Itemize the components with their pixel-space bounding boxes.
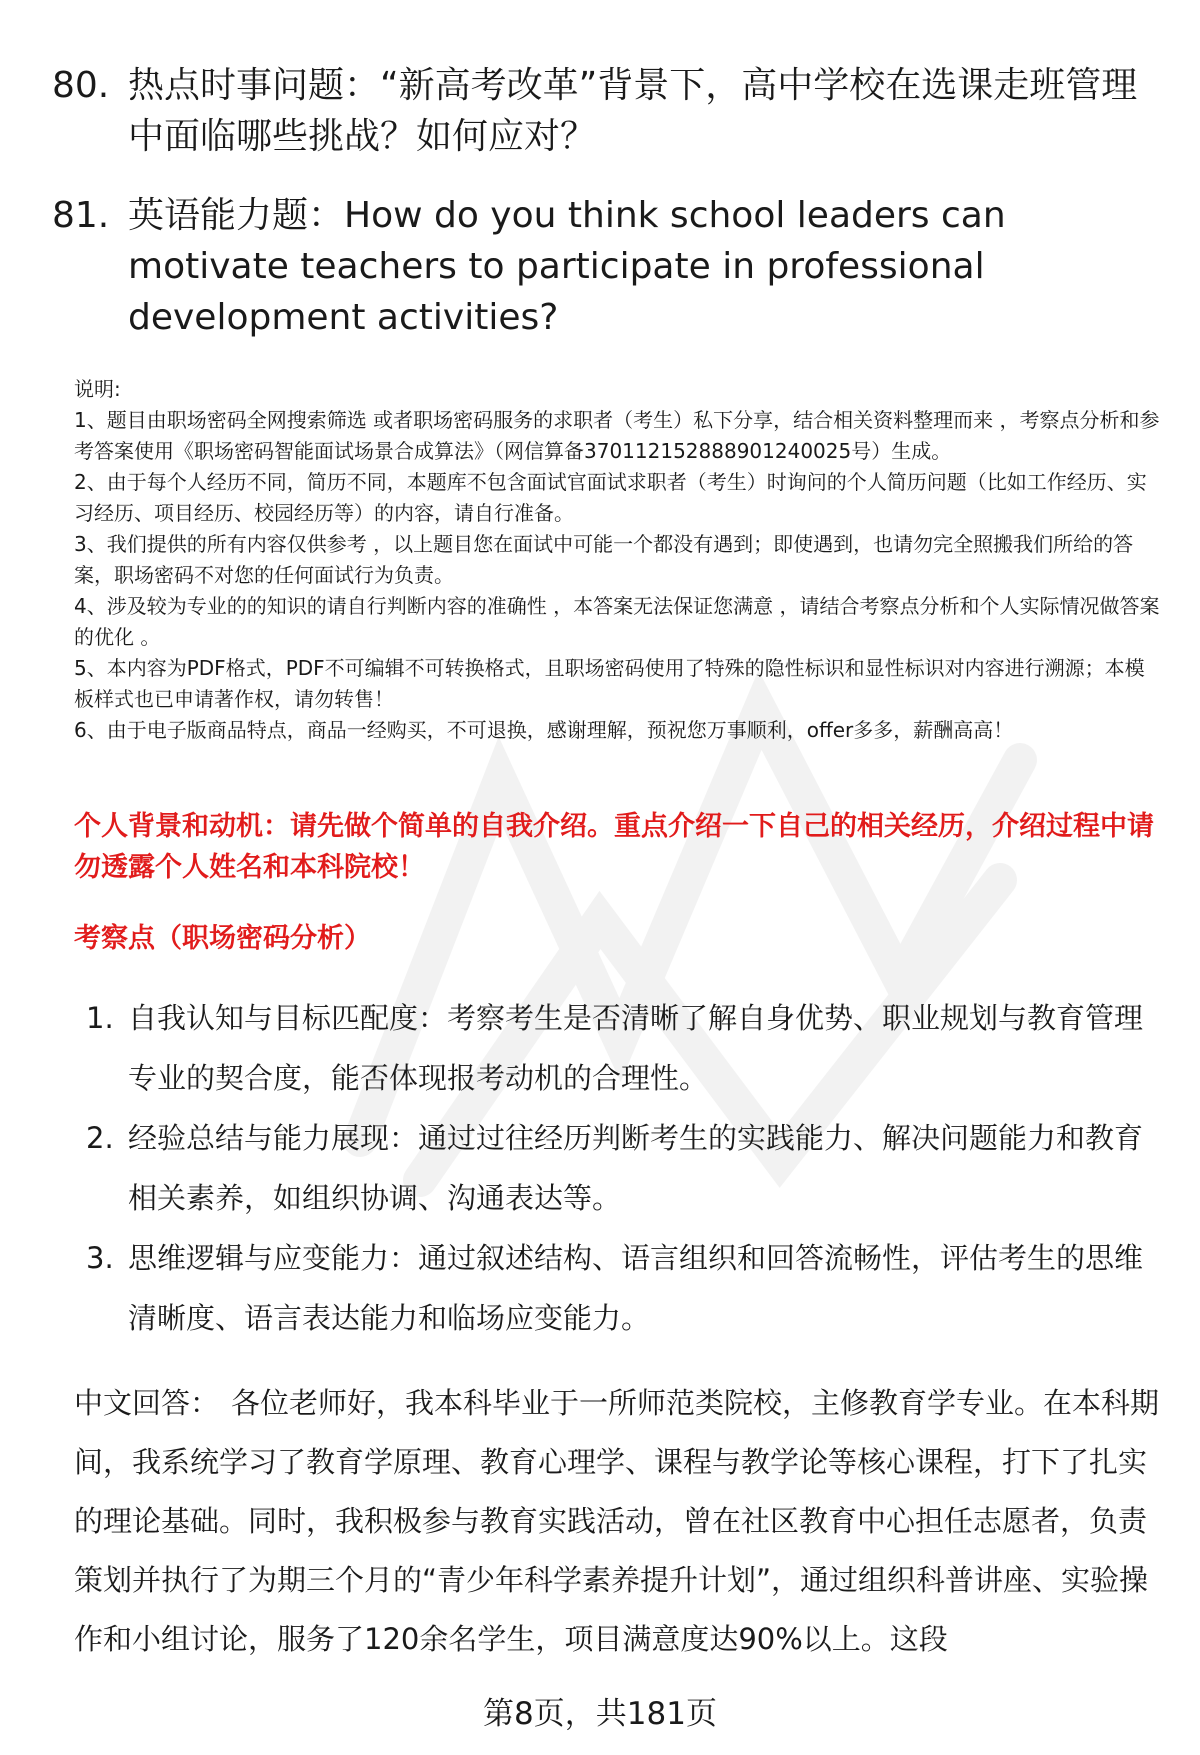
note-item: 3、我们提供的所有内容仅供参考 ，以上题目您在面试中可能一个都没有遇到；即使遇到，也请勿完全照搬我们所给的答案，职场密码不对您的任何面试行为负责。 xyxy=(74,532,1134,587)
point-number: 1. xyxy=(86,1001,114,1035)
question-number: 80. xyxy=(52,65,110,106)
analysis-point xyxy=(74,1228,1164,1348)
analysis-heading: 考察点（职场密码分析） xyxy=(74,923,371,954)
note-item: 2、由于每个人经历不同，简历不同，本题库不包含面试官面试求职者（考生）时询问的个人简历问题（比如工作经历、实习经历、项目经历、校园经历等）的内容，请自行准备。 xyxy=(74,470,1147,525)
question-number: 81. xyxy=(52,195,110,236)
note-item: 6、由于电子版商品特点，商品一经购买，不可退换，感谢理解，预祝您万事顺利，offer多多，薪酬高高！ xyxy=(74,718,1014,742)
notes-title: 说明: xyxy=(74,377,121,401)
answer-text: 各位老师好，我本科毕业于一所师范类院校，主修教育学专业。在本科期间，我系统学习了教育学原理、教育心理学、课程与教学论等核心课程，打下了扎实的理论基础。同时，我积极参与教育实践活动，曾在社区教育中心担任志愿者，负责策划并执行了为期三个月的“青少年科学素养提升计划”，通过组织科普讲座、实验操作和小组讨论，服务了120余名学生，项目满意度达90%以上。这段 xyxy=(74,1386,1160,1656)
analysis-point xyxy=(74,1108,1164,1228)
point-number: 3. xyxy=(86,1241,114,1275)
page-footer: 第8页，共181页 xyxy=(483,1696,717,1732)
disclaimer-notes xyxy=(74,374,1164,746)
note-item: 4、涉及较为专业的的知识的请自行判断内容的准确性 ，本答案无法保证您满意 ，请结合考察点分析和个人实际情况做答案的优化 。 xyxy=(74,594,1160,649)
analysis-points-list xyxy=(74,988,1164,1348)
point-text: 思维逻辑与应变能力：通过叙述结构、语言组织和回答流畅性，评估考生的思维清晰度、语言表达能力和临场应变能力。 xyxy=(128,1241,1144,1335)
note-item: 5、本内容为PDF格式，PDF不可编辑不可转换格式，且职场密码使用了特殊的隐性标识和显性标识对内容进行溯源；本模板样式也已申请著作权，请勿转售！ xyxy=(74,656,1145,711)
question-80 xyxy=(52,60,1152,162)
answer-label: 中文回答： xyxy=(74,1386,220,1420)
chinese-answer xyxy=(74,1374,1160,1669)
analysis-point xyxy=(74,988,1164,1108)
question-text: 英语能力题：How do you think school leaders can motivate teachers to participate in professional development activities? xyxy=(128,195,1006,338)
question-text: 热点时事问题：“新高考改革”背景下，高中学校在选课走班管理中面临哪些挑战？如何应对？ xyxy=(128,65,1138,157)
point-text: 经验总结与能力展现：通过过往经历判断考生的实践能力、解决问题能力和教育相关素养，如组织协调、沟通表达等。 xyxy=(128,1121,1144,1215)
background-question: 个人背景和动机：请先做个简单的自我介绍。重点介绍一下自己的相关经历，介绍过程中请勿透露个人姓名和本科院校！ xyxy=(74,811,1154,883)
note-item: 1、题目由职场密码全网搜索筛选 或者职场密码服务的求职者（考生）私下分享，结合相关资料整理而来 ，考察点分析和参考答案使用《职场密码智能面试场景合成算法》（网信算备370112152888901240025号）生成。 xyxy=(74,408,1160,463)
point-number: 2. xyxy=(86,1121,114,1155)
point-text: 自我认知与目标匹配度：考察考生是否清晰了解自身优势、职业规划与教育管理专业的契合度，能否体现报考动机的合理性。 xyxy=(128,1001,1144,1095)
question-81 xyxy=(52,190,1152,343)
